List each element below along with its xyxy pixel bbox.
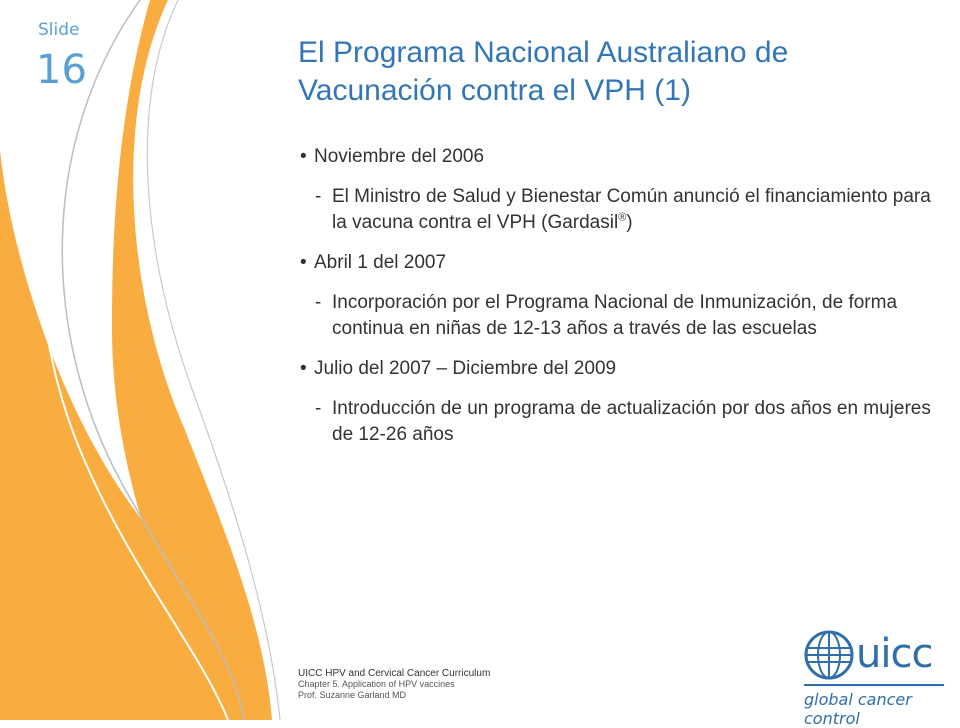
- bullet-text: Abril 1 del 2007: [314, 252, 447, 273]
- bullet-item: [300, 144, 940, 170]
- footer-author: Prof. Suzanne Garland MD: [298, 690, 407, 700]
- dash-marker: -: [315, 292, 322, 313]
- sub-text: Incorporación por el Programa Nacional de Inmunización, de forma continua en niñas de 12-13 años a través de las escuelas: [332, 292, 898, 339]
- slide-content: [300, 144, 940, 462]
- sub-item: [300, 290, 940, 342]
- bullet-text: Noviembre del 2006: [314, 146, 485, 167]
- sub-text-end: ): [626, 212, 633, 233]
- logo-wordmark: uicc: [856, 631, 933, 677]
- sub-text: Introducción de un programa de actualización por dos años en mujeres de 12-26 años: [332, 398, 931, 445]
- logo-tagline: global cancer control: [804, 690, 912, 728]
- registered-mark: ®: [618, 211, 627, 224]
- uicc-logo: [800, 622, 950, 728]
- sub-item: [300, 184, 940, 236]
- footer-chapter: Chapter 5. Application of HPV vaccines: [298, 679, 455, 689]
- slide-label: Slide: [38, 20, 80, 40]
- bullet-text: Julio del 2007 – Diciembre del 2009: [314, 358, 617, 379]
- bullet-item: [300, 356, 940, 382]
- bullet-item: [300, 250, 940, 276]
- globe-icon: [802, 628, 856, 682]
- slide-title: El Programa Nacional Australiano de Vacunación contra el VPH (1): [298, 36, 789, 107]
- logo-divider: [804, 684, 944, 686]
- dash-marker: -: [315, 398, 322, 419]
- footer: [298, 668, 490, 701]
- dash-marker: -: [315, 186, 322, 207]
- slide-number: 16: [36, 47, 87, 93]
- footer-curriculum: UICC HPV and Cervical Cancer Curriculum: [298, 668, 491, 679]
- sub-item: [300, 396, 940, 448]
- sub-text: El Ministro de Salud y Bienestar Común anunció el financiamiento para la vacuna contra el VPH (Gardasil: [332, 186, 931, 233]
